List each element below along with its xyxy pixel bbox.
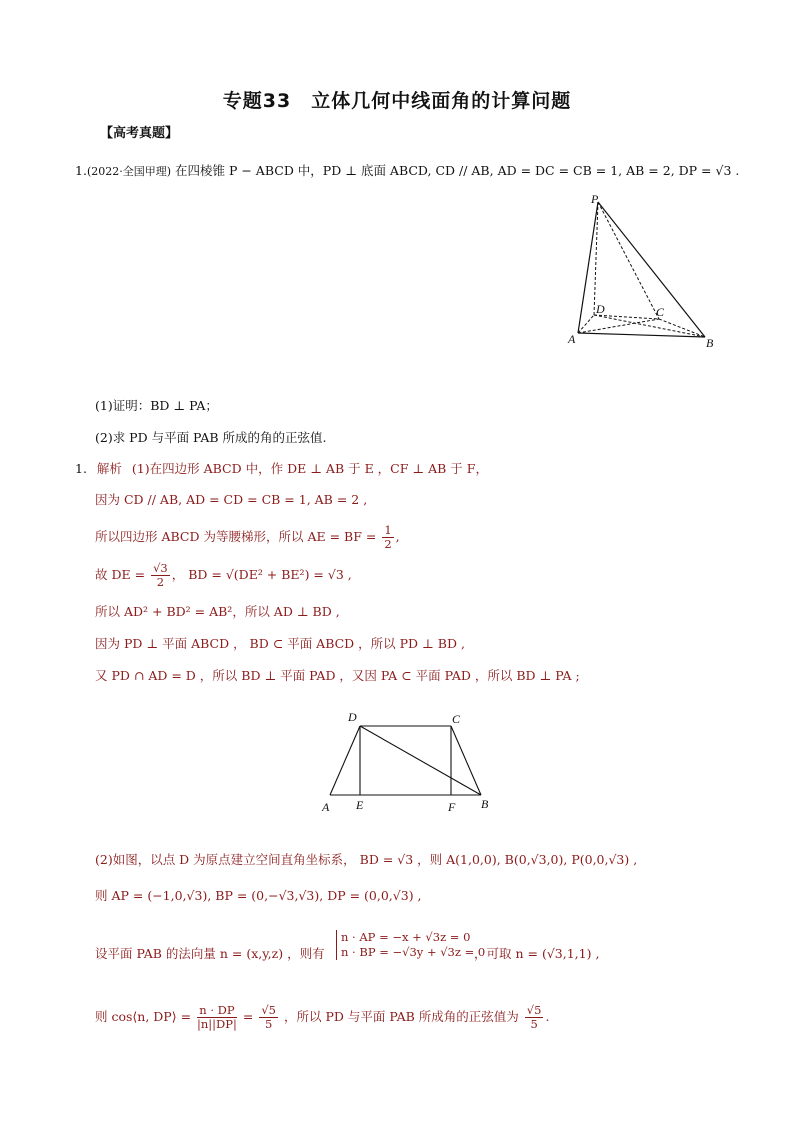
section-header: 【高考真题】 <box>100 126 179 141</box>
edge-PB <box>598 202 705 337</box>
equals-sign: = <box>242 1009 254 1024</box>
label-C: C <box>656 305 665 319</box>
solution-text: 则 cos⟨n, DP⟩ = <box>95 1009 192 1024</box>
edge-PA <box>578 202 598 333</box>
part2: (2)求 PD 与平面 PAB 所成的角的正弦值. <box>95 430 327 445</box>
frac-num: √5 <box>261 1003 277 1017</box>
fraction-sqrt5-over-5 <box>259 1004 278 1031</box>
edge-AB <box>578 333 705 337</box>
solution-heading: 解析 <box>96 461 122 476</box>
segment-CB <box>451 726 481 795</box>
solution-text: 所以四边形 ABCD 为等腰梯形，所以 AE = BF = <box>95 529 377 544</box>
label-B: B <box>481 797 489 811</box>
frac-num: √3 <box>153 561 168 575</box>
pyramid-figure <box>560 190 730 350</box>
solution-text: (1)在四边形 ABCD 中，作 DE ⊥ AB 于 E ，CF ⊥ AB 于 F， <box>131 461 488 476</box>
solution-text: ，所以 PD 与平面 PAB 所成角的正弦值为 <box>284 1009 519 1024</box>
part1: (1)证明：BD ⊥ PA； <box>95 398 218 413</box>
page-title: 专题33 立体几何中线面角的计算问题 <box>222 90 572 112</box>
solution-line-5: 所以 AD² + BD² = AB²，所以 AD ⊥ BD , <box>95 604 340 619</box>
frac-den: 5 <box>265 1017 273 1031</box>
solution-line-6: 因为 PD ⊥ 平面 ABCD ， BD ⊂ 平面 ABCD ，所以 PD ⊥ BD , <box>95 636 465 651</box>
solution-line-4: 故 DE = $\frac{√3}{2}$ ， BD = √(DE² + BE²) = √3 , <box>95 561 352 589</box>
trapezoid-figure <box>318 705 498 817</box>
frac-den: 2 <box>156 575 165 589</box>
label-C: C <box>452 712 461 726</box>
solution-line-3: 所以四边形 ABCD 为等腰梯形，所以 AE = BF = $\frac{1}{2}$ , <box>95 523 400 551</box>
solution-number: 1. <box>75 461 87 476</box>
problem-source: (2022·全国甲理) <box>86 165 172 178</box>
solution-text: 故 DE = <box>95 567 146 582</box>
part2-line-3 <box>95 944 325 962</box>
frac-num: 1 <box>384 523 392 537</box>
solution-line-2: 因为 CD // AB, AD = CD = CB = 1, AB = 2 , <box>95 492 368 507</box>
problem-statement <box>75 161 739 179</box>
fraction-sqrt5-over-5-answer <box>525 1004 544 1031</box>
equation-system <box>336 930 485 960</box>
solution-text: BD = √(DE² + BE²) = √3 , <box>188 567 352 582</box>
frac-num: n · DP <box>197 1004 237 1018</box>
label-D: D <box>596 302 605 316</box>
fraction-half <box>382 524 393 551</box>
label-P: P <box>591 192 599 206</box>
part2-line-2: 则 AP = (−1,0,√3), BP = (0,−√3,√3), DP = (0,0,√3) , <box>95 888 422 903</box>
frac-den: 5 <box>530 1017 538 1031</box>
solution-line-7: 又 PD ∩ AD = D ，所以 BD ⊥ 平面 PAD ，又因 PA ⊂ 平面 PAD ，所以 BD ⊥ PA ; <box>95 668 580 683</box>
label-E: E <box>356 798 364 812</box>
part2-line-1: (2)如图，以点 D 为原点建立空间直角坐标系， BD = √3 ，则 A(1,0,0), B(0,√3,0), P(0,0,√3) , <box>95 852 638 867</box>
equation-1: n · AP = −x + √3z = 0 <box>341 930 471 944</box>
solution-line-1 <box>75 459 488 477</box>
problem-number: 1. <box>75 163 87 178</box>
fraction-sqrt3-over-2 <box>151 562 170 589</box>
equation-2: n · BP = −√3y + √3z = 0 <box>341 945 486 959</box>
edge-PC <box>598 202 659 319</box>
label-A: A <box>568 332 576 346</box>
part2-line-3b: ，可取 n = (√3,1,1) , <box>474 946 600 961</box>
label-D: D <box>348 710 357 724</box>
label-B: B <box>706 336 714 350</box>
solution-text: 设平面 PAB 的法向量 n = (x,y,z) ，则有 <box>95 946 325 961</box>
segment-DB <box>360 726 481 795</box>
label-A: A <box>322 800 330 814</box>
part2-line-4: 则 cos⟨n, DP⟩ = $\frac{n \cdot DP}{|n||DP|}$ = $\frac{√5}{5}$ ，所以 PD 与平面 PAB 所成角的正弦值为 $\frac{√5}{5}$ . <box>95 1003 550 1031</box>
frac-den: 2 <box>384 537 392 551</box>
frac-den: |n||DP| <box>197 1017 237 1031</box>
edge-AC <box>578 319 659 333</box>
segment-AD <box>330 726 360 795</box>
label-F: F <box>448 800 456 814</box>
frac-num: √5 <box>526 1003 542 1017</box>
cos-fraction <box>197 1004 237 1031</box>
problem-text: 在四棱锥 P − ABCD 中，PD ⊥ 底面 ABCD, CD // AB, AD = DC = CB = 1, AB = 2, DP = √3 . <box>175 163 740 178</box>
